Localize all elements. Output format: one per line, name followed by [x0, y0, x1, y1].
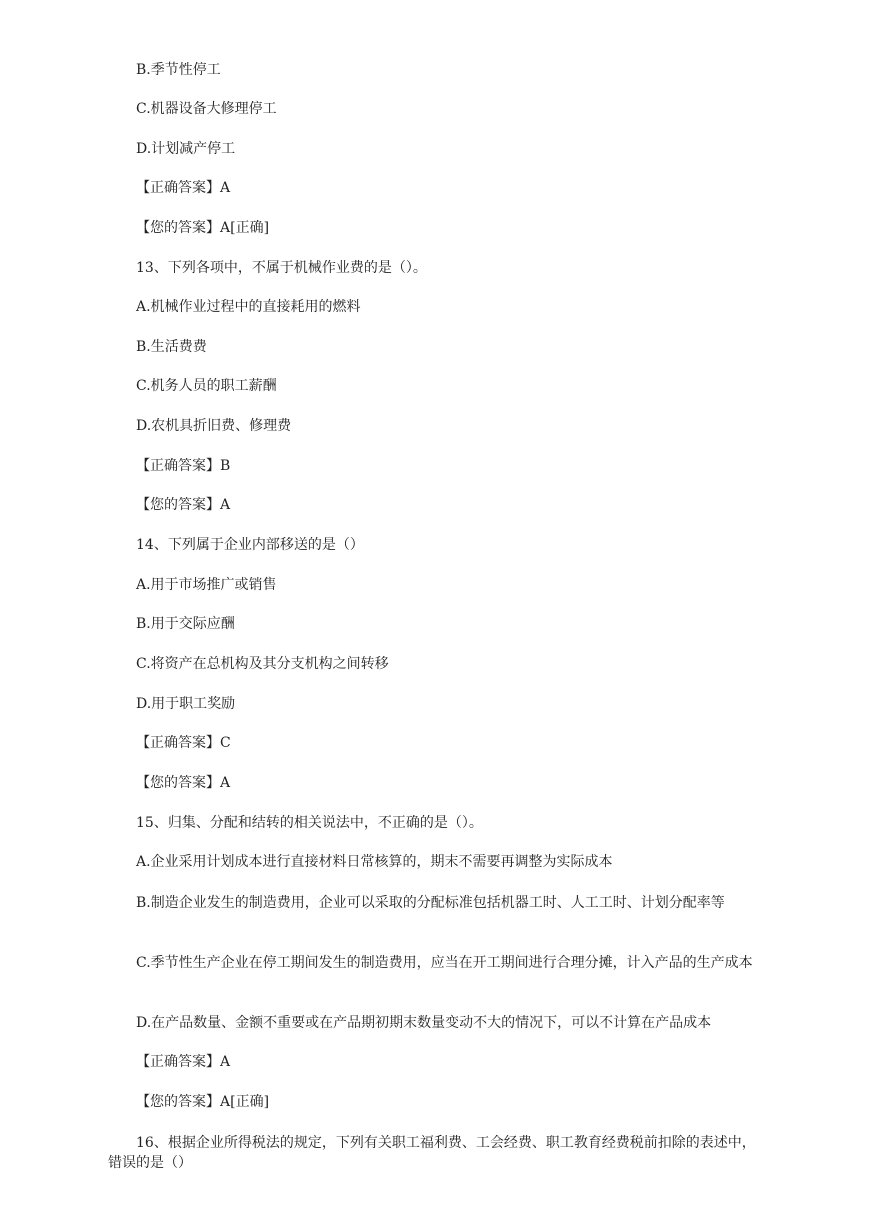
q15-option-c: C.季节性生产企业在停工期间发生的制造费用，应当在开工期间进行合理分摊，计入产品的生产成本	[136, 955, 753, 971]
q14-correct-answer: 【正确答案】C	[136, 735, 231, 751]
q14-option-d: D.用于职工奖励	[136, 696, 236, 712]
q14-your-answer: 【您的答案】A	[136, 775, 231, 791]
q12-your-answer: 【您的答案】A[正确]	[136, 220, 270, 236]
q13-question: 13、下列各项中，不属于机械作业费的是（）。	[136, 260, 427, 276]
q14-option-a: A.用于市场推广或销售	[136, 577, 277, 593]
q15-option-a: A.企业采用计划成本进行直接材料日常核算的，期末不需要再调整为实际成本	[136, 854, 613, 870]
q15-correct-answer: 【正确答案】A	[136, 1054, 231, 1070]
q13-option-c: C.机务人员的职工薪酬	[136, 378, 277, 394]
q15-option-b: B.制造企业发生的制造费用，企业可以采取的分配标准包括机器工时、人工工时、计划分配率等	[136, 895, 725, 911]
q13-correct-answer: 【正确答案】B	[136, 458, 231, 474]
q13-your-answer: 【您的答案】A	[136, 497, 231, 513]
q12-option-d: D.计划减产停工	[136, 141, 236, 157]
q14-question: 14、下列属于企业内部移送的是（）	[136, 537, 364, 553]
q13-option-b: B.生活费费	[136, 339, 207, 355]
q13-option-a: A.机械作业过程中的直接耗用的燃料	[136, 299, 361, 315]
q13-option-d: D.农机具折旧费、修理费	[136, 418, 292, 434]
q16-question: 16、根据企业所得税法的规定，下列有关职工福利费、工会经费、职工教育经费税前扣除的表述中，错误的是（）	[108, 1135, 756, 1171]
q14-option-c: C.将资产在总机构及其分支机构之间转移	[136, 656, 389, 672]
q12-correct-answer: 【正确答案】A	[136, 180, 231, 196]
q15-option-d: D.在产品数量、金额不重要或在产品期初期末数量变动不大的情况下，可以不计算在产品成本	[136, 1015, 712, 1031]
q12-option-c: C.机器设备大修理停工	[136, 101, 277, 117]
q14-option-b: B.用于交际应酬	[136, 616, 235, 632]
q15-question: 15、归集、分配和结转的相关说法中，不正确的是（）。	[136, 815, 483, 831]
q15-your-answer: 【您的答案】A[正确]	[136, 1094, 270, 1110]
q12-option-b: B.季节性停工	[136, 62, 221, 78]
